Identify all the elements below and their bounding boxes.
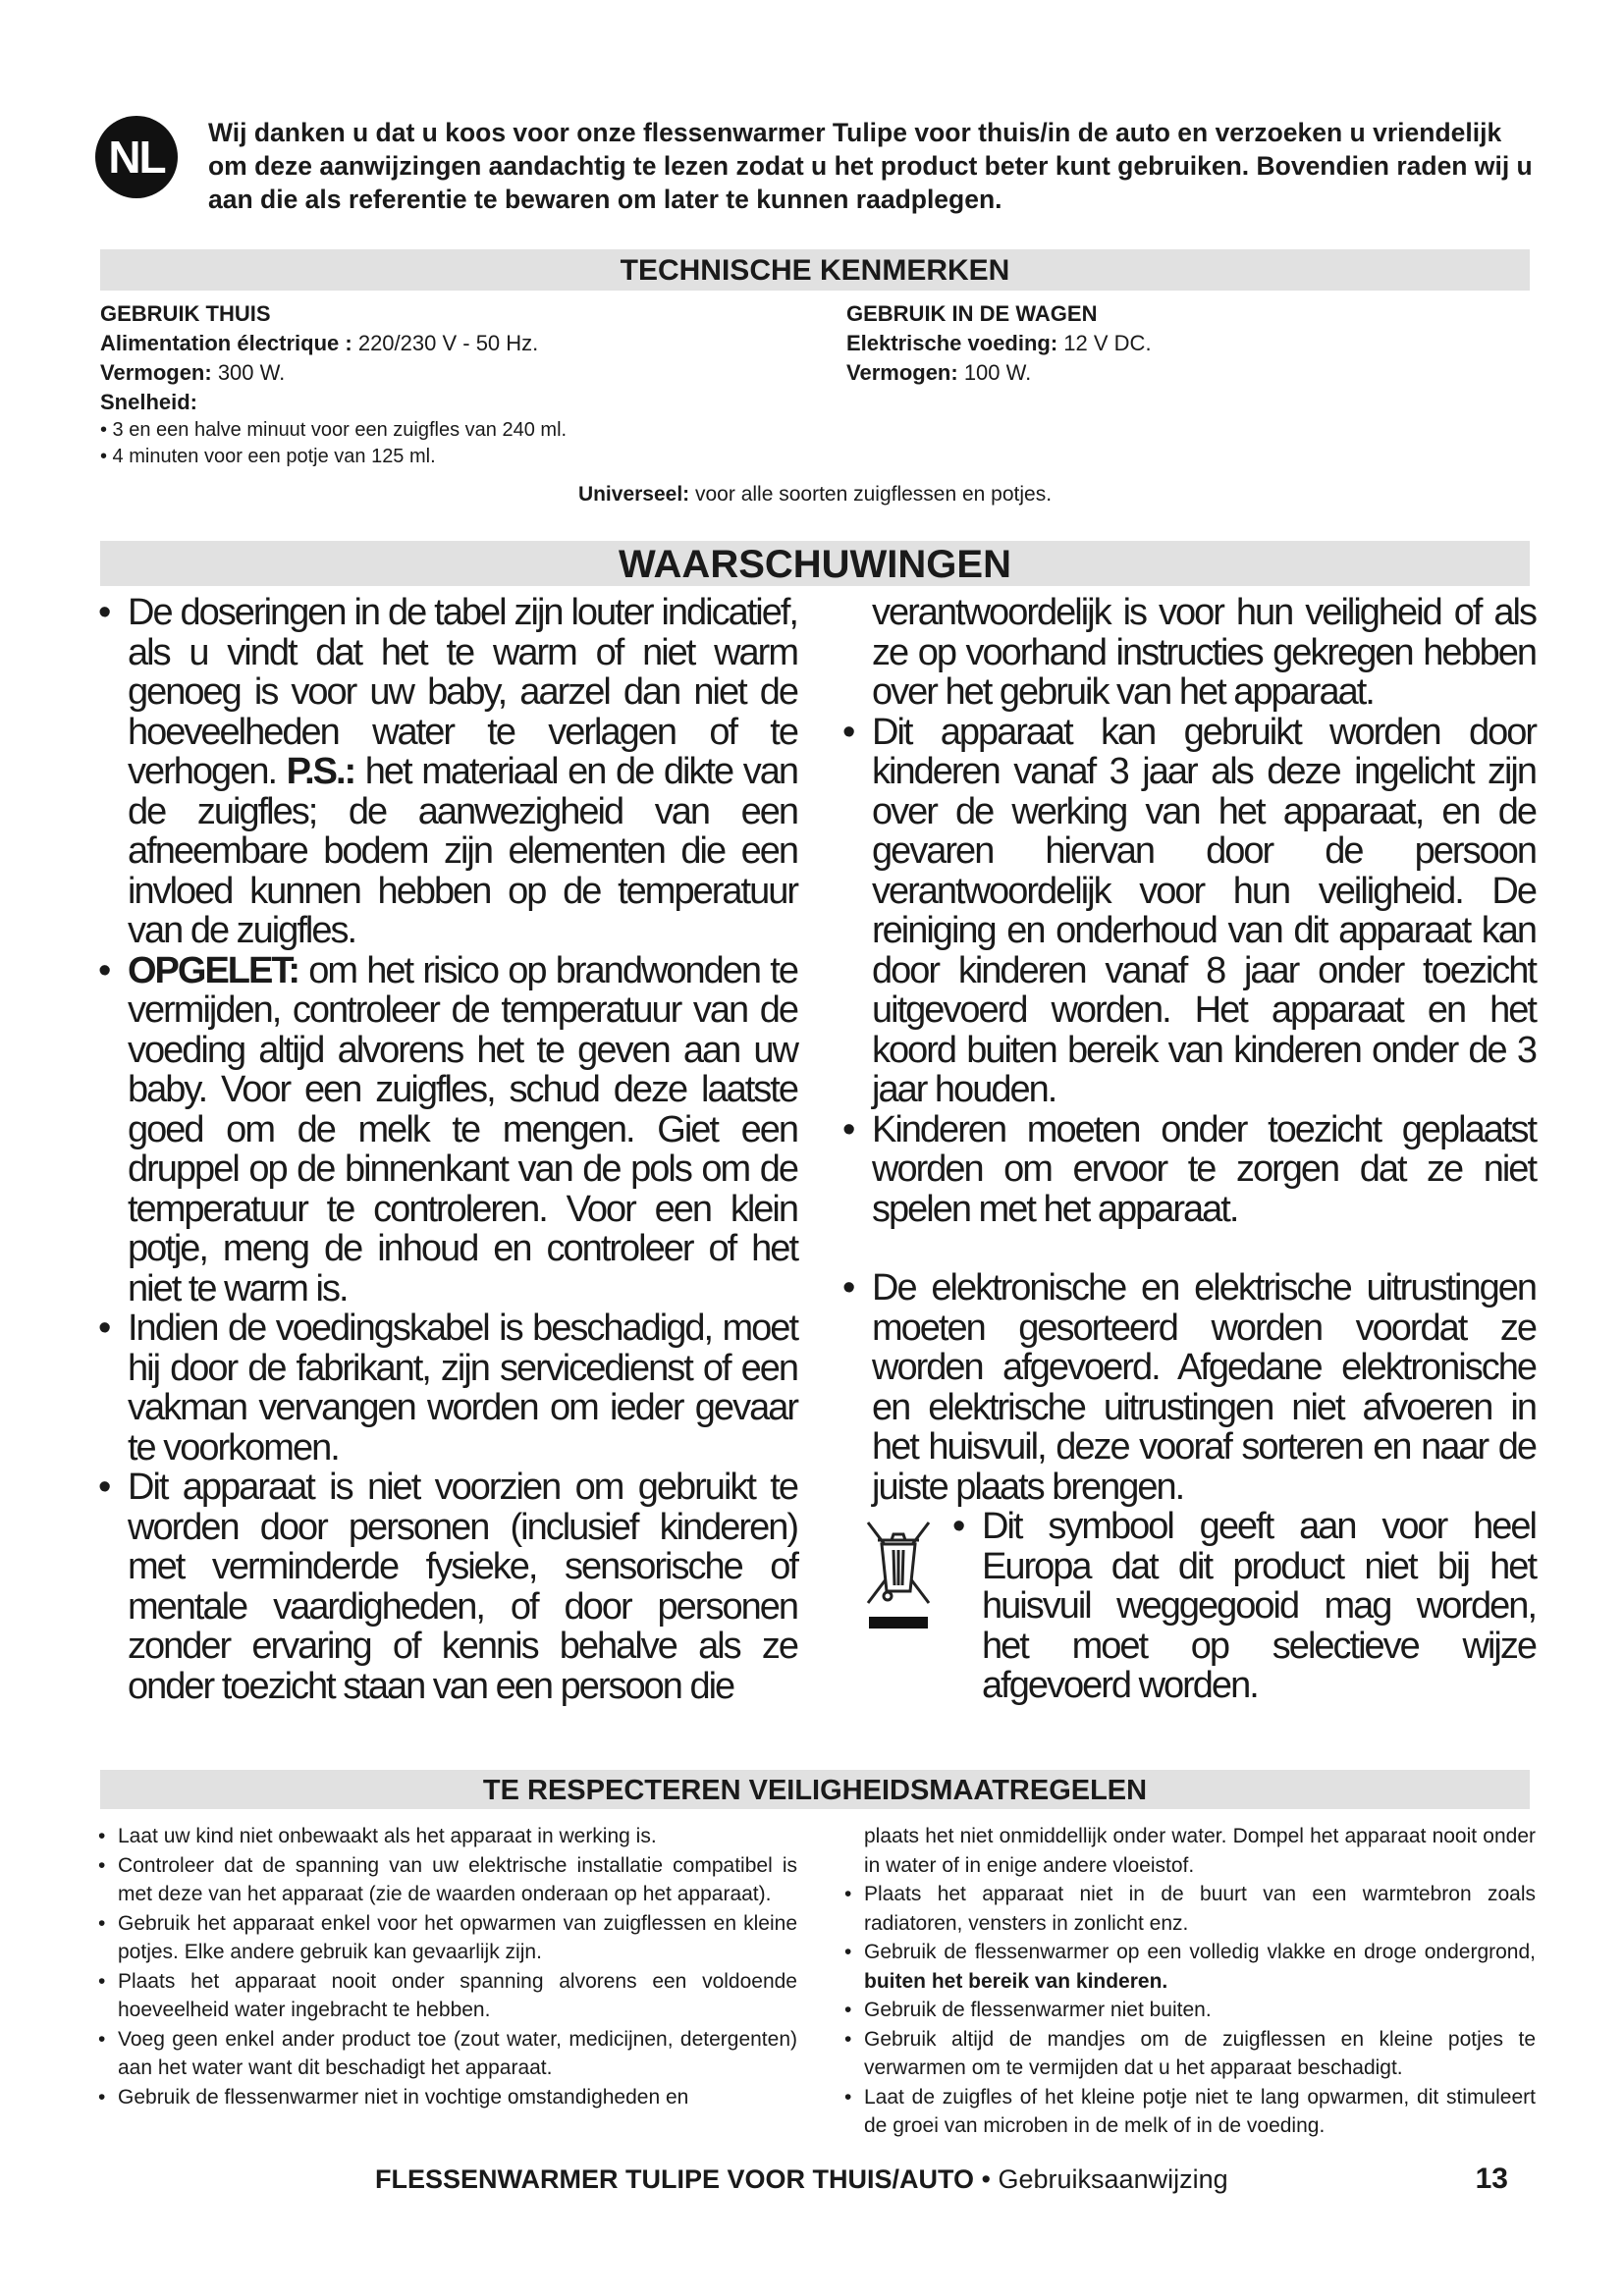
warnings-left-column bbox=[98, 593, 797, 1706]
warning-item bbox=[98, 1308, 797, 1468]
bullet: • bbox=[98, 592, 110, 633]
bullet: • bbox=[98, 2085, 106, 2109]
speed-item: • 3 en een halve minuut voor een zuigfles van 240 ml. bbox=[100, 419, 568, 441]
warnings-heading: WAARSCHUWINGEN bbox=[100, 541, 1530, 586]
universal-note bbox=[100, 481, 1530, 508]
safety-text: Controleer dat de spanning van uw elektrische installatie compatibel is met deze van het apparaat (zie de waarden onderaan op het apparaat). bbox=[118, 1853, 797, 1905]
bullet: • bbox=[952, 1506, 964, 1547]
weee-block bbox=[842, 1507, 1536, 1706]
warning-item bbox=[842, 1268, 1536, 1507]
safety-item bbox=[844, 2025, 1536, 2083]
car-power-supply bbox=[846, 329, 1524, 358]
bullet: • bbox=[98, 1308, 110, 1349]
bullet: • bbox=[844, 1883, 852, 1905]
warnings-right-column bbox=[842, 593, 1536, 1706]
footer-subtitle: Gebruiksaanwijzing bbox=[998, 2164, 1228, 2194]
safety-item bbox=[98, 1851, 797, 1909]
home-power-supply bbox=[100, 329, 827, 358]
safety-item bbox=[844, 1880, 1536, 1938]
safety-item bbox=[98, 2083, 797, 2112]
home-power-supply-value: 220/230 V - 50 Hz. bbox=[352, 331, 539, 355]
bullet: • bbox=[842, 711, 854, 753]
safety-item bbox=[98, 2025, 797, 2083]
tech-specs-heading: TECHNISCHE KENMERKEN bbox=[100, 249, 1530, 291]
safety-text: Gebruik het apparaat enkel voor het opwarmen van zuigflessen en kleine potjes. Elke andere gebruik kan gevaarlijk zijn. bbox=[118, 1911, 797, 1963]
bullet: • bbox=[98, 1825, 106, 1847]
bullet: • bbox=[844, 1941, 852, 1963]
weee-text-wrap bbox=[842, 1507, 1536, 1706]
warning-item bbox=[952, 1507, 1536, 1706]
safety-continuation: plaats het niet onmiddellijk onder water. Dompel het apparaat nooit onder in water of in enige andere vloeistof. bbox=[864, 1825, 1536, 1877]
safety-text: Laat uw kind niet onbewaakt als het apparaat in werking is. bbox=[118, 1825, 657, 1847]
page-number: 13 bbox=[1475, 2163, 1508, 2195]
home-power-supply-label: Alimentation électrique : bbox=[100, 331, 352, 355]
warning-text: Dit apparaat kan gebruikt worden door kinderen vanaf 3 jaar als deze ingelicht zijn over de werking van het apparaat, en de gevaren hiervan door de persoon verantwoordelijk voor hun veiligheid. De reiniging en onderhoud van dit apparaat kan door kinderen vanaf 8 jaar onder toezicht uitgevoerd worden. Het apparaat en het koord buiten bereik van kinderen onder de 3 jaar houden. bbox=[872, 711, 1536, 1110]
page-footer bbox=[100, 2158, 1530, 2201]
safety-heading: TE RESPECTEREN VEILIGHEIDSMAATREGELEN bbox=[100, 1770, 1530, 1809]
car-power-supply-label: Elektrische voeding: bbox=[846, 331, 1058, 355]
spacer bbox=[842, 1229, 1536, 1268]
bullet: • bbox=[98, 1467, 110, 1508]
warning-continuation: verantwoordelijk is voor hun veiligheid of als ze op voorhand instructies gekregen hebben over het gebruik van het apparaat. bbox=[872, 592, 1536, 713]
safety-bold-text: buiten het bereik van kinderen. bbox=[864, 1969, 1168, 1993]
bullet: • bbox=[98, 2027, 106, 2051]
intro-text: Wij danken u dat u koos voor onze flessenwarmer Tulipe voor thuis/in de auto en verzoeken u vriendelijk om deze aanwijzingen aandachtig te lezen zodat u het product beter kunt gebruiken. Bovendien raden wij u aan die als referentie te bewaren om later te kunnen raadplegen. bbox=[208, 118, 1533, 214]
warning-item bbox=[842, 713, 1536, 1110]
home-use-heading: GEBRUIK THUIS bbox=[100, 301, 271, 326]
bullet: • bbox=[844, 2027, 852, 2051]
safety-item bbox=[98, 1822, 797, 1851]
warning-text: De elektronische en elektrische uitrustingen moeten gesorteerd worden voordat ze worden afgevoerd. Afgedane elektronische en elektrische uitrustingen niet afvoeren in het huisvuil, deze vooraf sorteren en naar de juiste plaats brengen. bbox=[872, 1267, 1536, 1508]
speed-list bbox=[100, 417, 827, 470]
safety-right-column bbox=[844, 1822, 1536, 2141]
car-use-specs bbox=[846, 299, 1524, 388]
warning-item bbox=[98, 1468, 797, 1706]
safety-left-column bbox=[98, 1822, 797, 2111]
speed-item: • 4 minuten voor een potje van 125 ml. bbox=[100, 446, 436, 467]
safety-text: Gebruik de flessenwarmer niet buiten. bbox=[864, 1999, 1212, 2021]
safety-item bbox=[844, 1996, 1536, 2025]
home-speed-label: Snelheid: bbox=[100, 390, 198, 414]
safety-text: Plaats het apparaat niet in de buurt van een warmtebron zoals radiatoren, vensters in zonlicht enz. bbox=[864, 1883, 1536, 1935]
warning-text: het materiaal en de dikte van de zuigfles; de aanwezigheid van een afneembare bodem zijn elementen die een invloed kunnen hebben op de temperatuur van de zuigfles. bbox=[128, 751, 797, 951]
safety-item bbox=[98, 1967, 797, 2025]
footer-separator: • bbox=[974, 2164, 999, 2194]
car-power bbox=[846, 358, 1524, 388]
warning-text: Indien de voedingskabel is beschadigd, moet hij door de fabrikant, zijn servicedienst of een vakman vervangen worden om ieder gevaar te voorkomen. bbox=[128, 1308, 797, 1468]
bullet: • bbox=[844, 1999, 852, 2021]
home-power bbox=[100, 358, 827, 388]
bullet: • bbox=[844, 2085, 852, 2109]
universal-label: Universeel: bbox=[577, 483, 690, 506]
caution-label: OPGELET: bbox=[128, 949, 299, 991]
universal-value: voor alle soorten zuigflessen en potjes. bbox=[689, 483, 1053, 506]
warning-item bbox=[842, 1110, 1536, 1230]
bullet: • bbox=[98, 1853, 106, 1877]
home-power-label: Vermogen: bbox=[100, 360, 212, 385]
bullet: • bbox=[98, 1969, 106, 1993]
warning-item bbox=[98, 951, 797, 1309]
footer-title: FLESSENWARMER TULIPE VOOR THUIS/AUTO bbox=[375, 2164, 975, 2194]
warning-text: Kinderen moeten onder toezicht geplaatst worden om ervoor te zorgen dat ze niet spelen met het apparaat. bbox=[872, 1108, 1536, 1230]
warning-item bbox=[98, 593, 797, 951]
safety-text: Voeg geen enkel ander product toe (zout water, medicijnen, detergenten) aan het water want dit beschadigt het apparaat. bbox=[118, 2027, 797, 2079]
warning-text: De doseringen in de tabel zijn louter indicatief, als u vindt dat het te warm of niet warm genoeg is voor uw baby, aarzel dan niet de hoeveelheden water te verlagen of te verhogen. bbox=[128, 592, 797, 792]
car-power-supply-value: 12 V DC. bbox=[1057, 331, 1152, 355]
bullet: • bbox=[842, 1108, 854, 1150]
safety-text: Laat de zuigfles of het kleine potje niet te lang opwarmen, dit stimuleert de groei van microben in de melk of in de voeding. bbox=[864, 2085, 1536, 2137]
warning-text: Dit symbool geeft aan voor heel Europa dat dit product niet bij het huisvuil weggegooid mag worden, het moet op selectieve wijze afgevoerd worden. bbox=[982, 1506, 1536, 1706]
safety-text: Gebruik de flessenwarmer op een volledig vlakke en droge ondergrond, bbox=[864, 1941, 1536, 1963]
home-power-value: 300 W. bbox=[211, 360, 286, 385]
ps-label: P.S.: bbox=[286, 751, 355, 792]
footer-text bbox=[375, 2158, 1228, 2201]
bullet: • bbox=[98, 949, 110, 991]
safety-text: Gebruik de flessenwarmer niet in vochtige omstandigheden en bbox=[118, 2085, 689, 2109]
language-badge: NL bbox=[95, 116, 178, 198]
car-power-value: 100 W. bbox=[957, 360, 1032, 385]
safety-text: Gebruik altijd de mandjes om de zuigflessen en kleine potjes te verwarmen om te vermijden dat u het apparaat beschadigt. bbox=[864, 2027, 1536, 2079]
safety-item bbox=[844, 1938, 1536, 1996]
safety-item bbox=[98, 1909, 797, 1967]
safety-item bbox=[844, 2083, 1536, 2141]
car-power-label: Vermogen: bbox=[846, 360, 958, 385]
warning-text: Dit apparaat is niet voorzien om gebruikt te worden door personen (inclusief kinderen) met verminderde fysieke, sensorische of mentale vaardigheden, of door personen zonder ervaring of kennis behalve als ze onder toezicht staan van een persoon die bbox=[128, 1467, 797, 1707]
crossed-out-bin-icon bbox=[864, 1519, 933, 1632]
warning-text: om het risico op brandwonden te vermijden, controleer de temperatuur van de voeding altijd alvorens het te geven aan uw baby. Voor een zuigfles, schud deze laatste goed om de melk te mengen. Giet een druppel op de binnenkant van de pols om de temperatuur te controleren. Voor een klein potje, meng de inhoud en controleer of het niet te warm is. bbox=[128, 949, 797, 1309]
bullet: • bbox=[98, 1911, 106, 1935]
car-use-heading: GEBRUIK IN DE WAGEN bbox=[846, 301, 1098, 326]
safety-text: Plaats het apparaat nooit onder spanning alvorens een voldoende hoeveelheid water ingebracht te hebben. bbox=[118, 1969, 797, 2021]
home-use-specs bbox=[100, 299, 827, 470]
bullet: • bbox=[842, 1267, 854, 1308]
